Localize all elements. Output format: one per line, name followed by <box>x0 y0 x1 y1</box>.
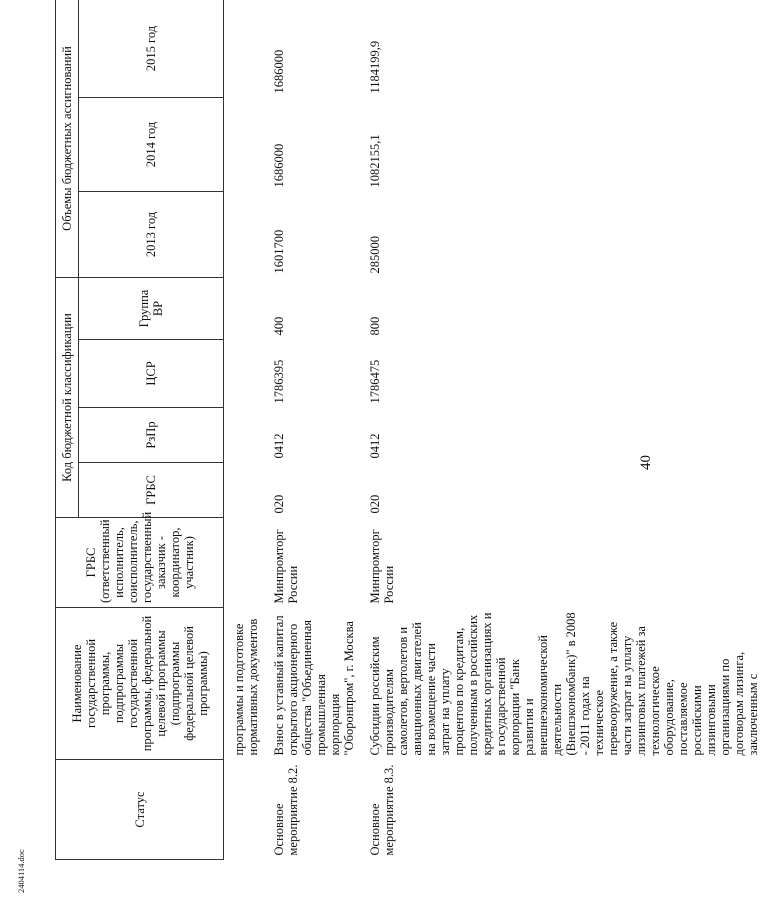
header-name: Наименование государственной программы, подпрограммы государственной программы, федеральной целевой программы (подпрограммы федеральной целевой программы) <box>56 608 224 760</box>
row-2015: 1686000 <box>272 49 286 94</box>
header-2015: 2015 год <box>79 0 224 98</box>
row-rzpr: 0412 <box>272 433 286 459</box>
row-grbs-role: Минпромторг России <box>272 529 300 604</box>
row-rzpr <box>224 408 263 463</box>
row-2014: 1686000 <box>272 143 286 188</box>
header-vr: Группа ВР <box>79 278 224 340</box>
table-row <box>358 0 762 860</box>
header-status: Статус <box>56 760 224 860</box>
row-csr: 1786475 <box>368 359 382 404</box>
row-csr <box>224 340 263 408</box>
row-2014 <box>224 98 263 192</box>
row-grbs <box>224 463 263 518</box>
table-row <box>224 0 263 860</box>
row-name: Субсидии российским производителям самолетов, вертолетов и авиационных двигателей на возмещение части затрат на уплату процентов по кредитам, полученным в российских кредитных организациях и в государственной корпорации "Банк развития и внешнеэкономической деятельности (Внешэкономбанк)" в 2008 - 2011 годах на техническое перевооружение, а также части затрат на уплату лизинговых платежей за технологическое оборудование, поставляемое российскими лизинговыми организациями по договорам лизинга, заключенным с <box>368 612 760 756</box>
row-csr: 1786395 <box>272 359 286 404</box>
header-row-top <box>56 0 79 860</box>
header-csr: ЦСР <box>79 340 224 408</box>
rotated-table-container <box>55 0 760 860</box>
row-status: Основное мероприятие 8.3. <box>368 764 396 856</box>
row-2013: 285000 <box>368 236 382 274</box>
header-rzpr: РзПр <box>79 408 224 463</box>
row-vr: 800 <box>368 316 382 336</box>
row-vr: 400 <box>272 316 286 336</box>
row-vr <box>224 278 263 340</box>
header-grbs-role: ГРБС (ответственный исполнитель, соисполнитель, государственный заказчик - координатор, участник) <box>56 518 224 608</box>
row-name: Взнос в уставный капитал открытого акционерного общества "Объединенная промышленная корпорация "Оборонпром", г. Москва <box>272 615 356 756</box>
header-code-group: Код бюджетной классификации <box>56 278 79 518</box>
row-status <box>224 760 263 860</box>
budget-table <box>55 0 762 860</box>
table-row <box>262 0 358 860</box>
row-2015: 1184199,9 <box>368 40 382 94</box>
page-number: 40 <box>638 455 654 470</box>
row-grbs: 020 <box>272 494 286 514</box>
row-2013: 1601700 <box>272 229 286 274</box>
header-2014: 2014 год <box>79 98 224 192</box>
row-name: программы и подготовке нормативных документов <box>232 618 260 756</box>
row-grbs-role: Минпромторг России <box>368 529 396 604</box>
row-2013 <box>224 192 263 278</box>
header-grbs: ГРБС <box>79 463 224 518</box>
row-rzpr: 0412 <box>368 433 382 459</box>
file-code: 2404114.doc <box>16 849 26 893</box>
row-grbs: 020 <box>368 494 382 514</box>
row-grbs-role <box>224 518 263 608</box>
file-code-wrapper <box>14 0 34 905</box>
row-2015 <box>224 0 263 98</box>
header-budget-group: Объемы бюджетных ассигнований <box>56 0 79 278</box>
row-2014: 1082155,1 <box>368 134 382 188</box>
row-status: Основное мероприятие 8.2. <box>272 764 300 856</box>
header-2013: 2013 год <box>79 192 224 278</box>
